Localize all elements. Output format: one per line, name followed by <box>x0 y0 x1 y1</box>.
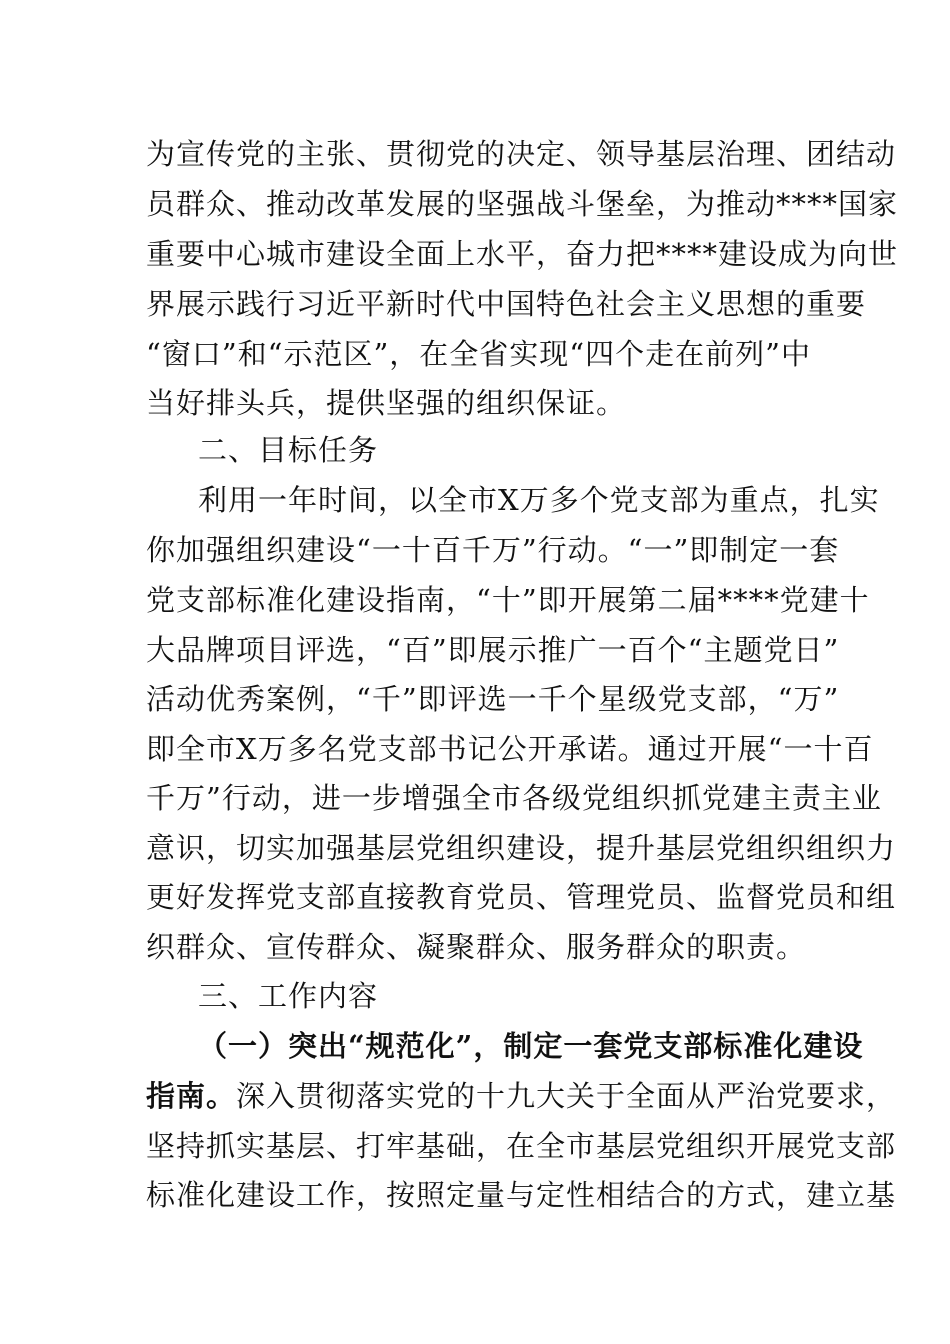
section-heading: 二、目标任务 <box>198 433 379 467</box>
paragraph-line: 坚持抓实基层、打牢基础，在全市基层党组织开展党支部 <box>146 1129 897 1163</box>
subsection-heading-tail: 指南。 <box>146 1079 237 1113</box>
paragraph-line: 大品牌项目评选，“百”即展示推广一百个“主题党日” <box>146 633 840 667</box>
subsection-heading: （一）突出“规范化”，制定一套党支部标准化建设 <box>198 1029 864 1063</box>
paragraph-line: “窗口”和“示范区”，在全省实现“四个走在前列”中 <box>146 337 811 371</box>
paragraph-line: 界展示践行习近平新时代中国特色社会主义思想的重要 <box>146 287 867 321</box>
paragraph-line: 即全市X万多名党支部书记公开承诺。通过开展“一十百 <box>146 732 874 766</box>
paragraph-line: 意识，切实加强基层党组织建设，提升基层党组织组织力 <box>146 831 897 865</box>
paragraph-line: 员群众、推动改革发展的坚强战斗堡垒，为推动****国家 <box>146 187 899 221</box>
paragraph-line: 利用一年时间，以全市X万多个党支部为重点，扎实 <box>198 483 880 517</box>
paragraph-text: 深入贯彻落实党的十九大关于全面从严治党要求， <box>236 1079 897 1113</box>
paragraph-line: 重要中心城市建设全面上水平，奋力把****建设成为向世 <box>146 237 899 271</box>
paragraph-line: 你加强组织建设“一十百千万”行动。“一”即制定一套 <box>146 533 840 567</box>
paragraph-line: 织群众、宣传群众、凝聚群众、服务群众的职责。 <box>146 930 807 964</box>
paragraph-line: 千万”行动，进一步增强全市各级党组织抓党建主责主业 <box>146 781 882 815</box>
paragraph-line: 为宣传党的主张、贯彻党的决定、领导基层治理、团结动 <box>146 137 897 171</box>
paragraph-line: 活动优秀案例，“千”即评选一千个星级党支部，“万” <box>146 682 840 716</box>
paragraph-line-mixed <box>146 1076 897 1116</box>
paragraph-line: 标准化建设工作，按照定量与定性相结合的方式，建立基 <box>146 1178 897 1212</box>
paragraph-line: 当好排头兵，提供坚强的组织保证。 <box>146 386 627 420</box>
paragraph-line: 更好发挥党支部直接教育党员、管理党员、监督党员和组 <box>146 880 897 914</box>
paragraph-line: 党支部标准化建设指南，“十”即开展第二届****党建十 <box>146 583 870 617</box>
section-heading: 三、工作内容 <box>198 979 379 1013</box>
